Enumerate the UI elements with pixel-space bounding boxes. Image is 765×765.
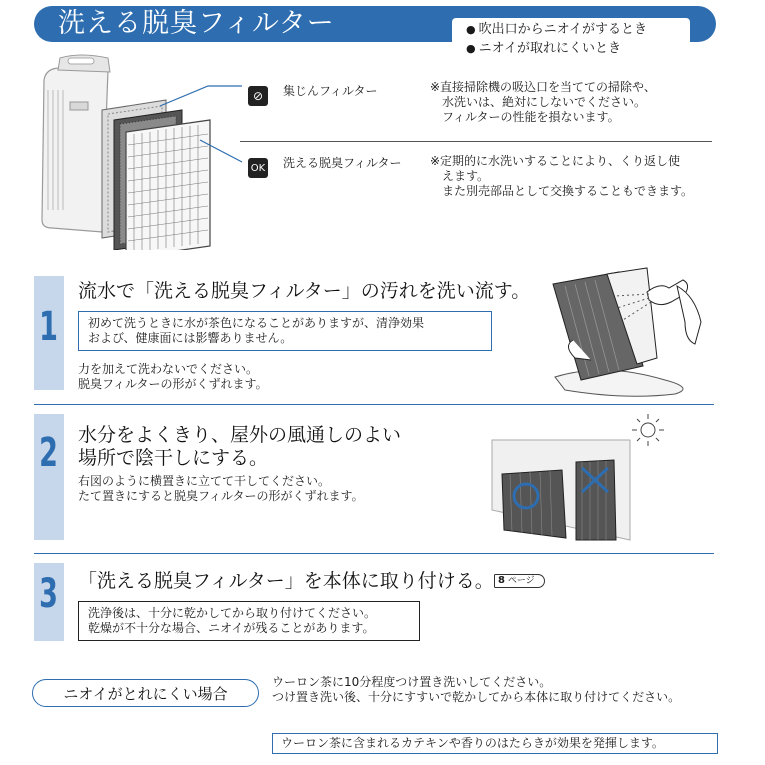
vacuum-icon: ⊘	[248, 86, 268, 106]
washing-illustration	[545, 262, 710, 397]
odor-tip-box: ウーロン茶に含まれるカテキンや香りのはたらきが効果を発揮します。	[272, 733, 718, 754]
odor-text: ウーロン茶に10分程度つけ置き洗いしてください。 つけ置き洗い後、十分にすすいで乾かしてから本体に取り付けてください。	[272, 675, 681, 704]
step-number: 2	[39, 430, 59, 476]
step-note-box: 初めて洗うときに水が茶色になることがありますが、清浄効果 および、健康面には影響ありません。	[78, 311, 492, 351]
step-badge	[34, 414, 64, 540]
page-title: 洗える脱臭フィルター	[58, 8, 335, 39]
step-text: 右図のように横置きに立てて干してください。 たて置きにすると脱臭フィルターの形がくずれます。	[78, 474, 364, 503]
drying-illustration	[490, 410, 680, 550]
filter-name: 洗える脱臭フィルター	[283, 156, 402, 170]
step-badge	[34, 276, 64, 390]
step-number: 3	[39, 571, 59, 617]
faucet-ok-icon: OK	[248, 158, 268, 178]
filter-note: ※直接掃除機の吸込口を当てての掃除や、 水洗いは、絶対にしないでください。 フィルターの性能を損ないます。	[430, 80, 656, 124]
step-text: 力を加えて洗わないでください。 脱臭フィルターの形がくずれます。	[78, 362, 268, 391]
filter-name: 集じんフィルター	[283, 84, 378, 98]
step-number: 1	[39, 304, 59, 350]
step-divider	[34, 553, 714, 554]
step-title: 「洗える脱臭フィルター」を本体に取り付ける。	[78, 570, 494, 592]
step-title: 水分をよくきり、屋外の風通しのよい 場所で陰干しにする。	[78, 424, 402, 469]
purifier-filter-illustration	[30, 50, 250, 250]
scenario-item: ● ニオイが取れにくいとき	[466, 39, 690, 58]
sun-icon	[632, 414, 664, 446]
step-note-box: 洗浄後は、十分に乾かしてから取り付けてください。 乾燥が不十分な場合、ニオイが残ることがあります。	[78, 601, 420, 641]
filter-note: ※定期的に水洗いすることにより、くり返し使 えます。 また別売部品として交換することもできます。	[430, 154, 694, 198]
odor-section-label: ニオイがとれにくい場合	[32, 679, 259, 707]
page-ref-link[interactable]: 8 ページ	[494, 574, 545, 588]
step-title: 流水で「洗える脱臭フィルター」の汚れを洗い流す。	[78, 280, 531, 302]
scenario-box	[452, 18, 690, 62]
step-badge	[34, 563, 64, 641]
step-divider	[34, 404, 714, 405]
scenario-item: ● 吹出口からニオイがするとき	[466, 20, 690, 39]
filter-divider	[240, 141, 712, 142]
